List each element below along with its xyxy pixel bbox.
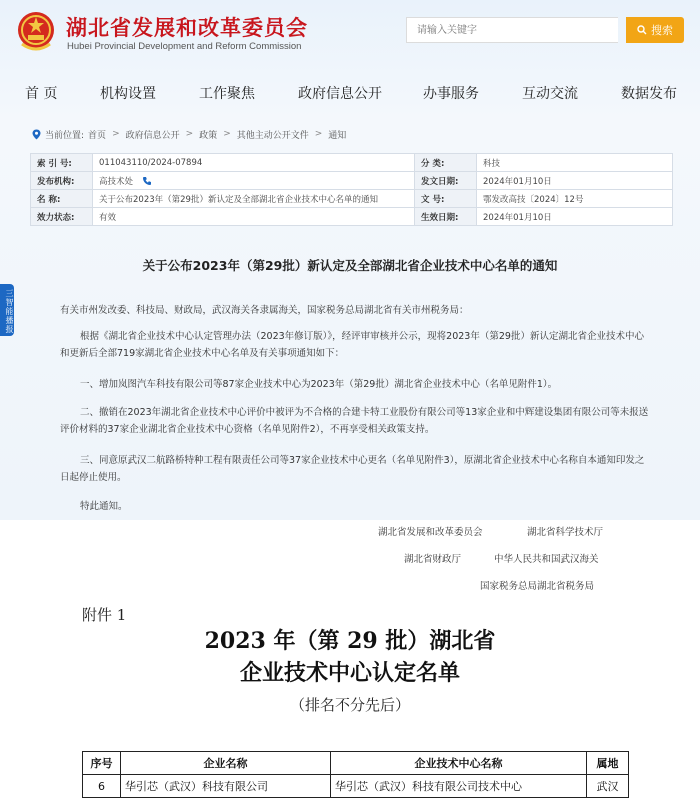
table-row	[31, 208, 673, 226]
breadcrumb-separator: >	[223, 129, 231, 139]
search-button-label: 搜索	[651, 24, 673, 37]
nav-item-data[interactable]: 数据发布	[621, 86, 677, 102]
article-paragraph: 根据《湖北省企业技术中心认定管理办法（2023年修订版）》，经评审审核并公示，现将2023年（第29批）新认定湖北省企业技术中心和更新后全部719家湖北省企业技术中心名单及有关事项通知如下：	[60, 331, 644, 359]
breadcrumb-separator: >	[185, 129, 194, 139]
org-name: 高技术处	[99, 176, 134, 187]
search-icon	[637, 25, 647, 35]
column-header: 序号	[83, 752, 121, 775]
info-value: 有效	[93, 208, 415, 226]
table-cell: 华引芯（武汉）科技有限公司	[121, 775, 331, 798]
table-header-row	[83, 752, 629, 775]
location-pin-icon	[32, 129, 41, 140]
signature-customs: 中华人民共和国武汉海关	[494, 554, 599, 565]
info-key: 名 称:	[31, 190, 93, 208]
info-value: 2024年01月10日	[477, 172, 673, 190]
signature-science-dept: 湖北省科学技术厅	[527, 527, 604, 538]
nav-item-home[interactable]: 首 页	[25, 86, 58, 102]
article-closing: 特此通知。	[80, 501, 128, 512]
site-name[interactable]: 湖北省发展和改革委员会	[66, 15, 308, 40]
site-header	[0, 0, 700, 68]
info-value: 011043110/2024-07894	[93, 154, 415, 172]
breadcrumb-item-notice[interactable]: 通知	[328, 130, 347, 141]
nav-item-work-focus[interactable]: 工作聚焦	[199, 86, 255, 102]
attachment-title: 2023 年（第 29 批）湖北省	[204, 628, 496, 654]
document-info-table	[30, 153, 673, 226]
search-input[interactable]	[406, 17, 618, 43]
attachment-label: 附件 1	[82, 606, 127, 624]
table-row	[83, 775, 629, 798]
breadcrumb-item-other-files[interactable]: 其他主动公开文件	[236, 130, 309, 141]
info-value: 关于公布2023年（第29批）新认定及全部湖北省企业技术中心名单的通知	[93, 190, 415, 208]
info-key: 生效日期:	[415, 208, 477, 226]
breadcrumb-label: 当前位置:	[45, 130, 85, 141]
table-row	[31, 172, 673, 190]
phone-icon[interactable]	[142, 176, 152, 186]
column-header: 企业技术中心名称	[331, 752, 587, 775]
info-key: 效力状态:	[31, 208, 93, 226]
table-cell: 华引芯（武汉）科技有限公司技术中心	[331, 775, 587, 798]
info-key: 文 号:	[415, 190, 477, 208]
breadcrumb	[32, 125, 672, 143]
smart-broadcast-tab[interactable]: 三智能播报	[0, 284, 14, 336]
signature-finance-dept: 湖北省财政厅	[404, 554, 462, 565]
nav-item-gov-info[interactable]: 政府信息公开	[298, 86, 382, 102]
signature-tax-bureau: 国家税务总局湖北省税务局	[480, 581, 595, 592]
nav-item-organization[interactable]: 机构设置	[100, 86, 156, 102]
article-title: 关于公布2023年（第29批）新认定及全部湖北省企业技术中心名单的通知	[142, 258, 558, 273]
info-value-org	[93, 172, 415, 190]
national-emblem-icon	[16, 10, 56, 54]
article-paragraph: 二、撤销在2023年湖北省企业技术中心评价中被评为不合格的合建卡特工业股份有限公司等13家企业和中辉建设集团有限公司等未报送评价材料的37家企业湖北省企业技术中心资格（名单见附件2），不再享受相关政策支持。	[60, 407, 649, 435]
article-paragraph: 三、同意原武汉二航路桥特种工程有限责任公司等37家企业技术中心更名（名单见附件3），原湖北省企业技术中心名称自本通知印发之日起停止使用。	[60, 455, 645, 483]
attachment-subtitle: （排名不分先后）	[289, 696, 410, 714]
info-value: 鄂发改高技〔2024〕12号	[477, 190, 673, 208]
column-header: 企业名称	[121, 752, 331, 775]
breadcrumb-item-policy[interactable]: 政策	[199, 130, 218, 141]
attachment-title: 企业技术中心认定名单	[239, 660, 460, 686]
info-key: 索 引 号:	[31, 154, 93, 172]
info-key: 发文日期:	[415, 172, 477, 190]
breadcrumb-separator: >	[314, 129, 323, 139]
info-value: 科技	[477, 154, 673, 172]
article-paragraph: 一、增加岚图汽车科技有限公司等87家企业技术中心为2023年（第29批）湖北省企业技术中心（名单见附件1）。	[80, 379, 558, 390]
info-key: 分 类:	[415, 154, 477, 172]
table-cell: 武汉	[587, 775, 629, 798]
breadcrumb-item-gov-info[interactable]: 政府信息公开	[125, 130, 180, 141]
signature-ndrc: 湖北省发展和改革委员会	[378, 527, 483, 538]
breadcrumb-item-home[interactable]: 首页	[88, 130, 107, 141]
breadcrumb-separator: >	[112, 129, 120, 139]
site-name-english: Hubei Provincial Development and Reform Commission	[67, 41, 302, 52]
table-row	[31, 190, 673, 208]
search-bar	[406, 17, 685, 45]
table-row	[31, 154, 673, 172]
column-header: 属地	[587, 752, 629, 775]
table-cell: 6	[83, 775, 121, 798]
search-button[interactable]	[626, 17, 684, 43]
main-nav	[0, 76, 700, 108]
info-value: 2024年01月10日	[477, 208, 673, 226]
nav-item-services[interactable]: 办事服务	[423, 86, 479, 102]
article-addressee: 有关市州发改委、科技局、财政局，武汉海关各隶属海关，国家税务总局湖北省有关市州税务局：	[60, 305, 469, 316]
enterprise-list-table	[82, 751, 629, 798]
info-key: 发布机构:	[31, 172, 93, 190]
nav-item-interaction[interactable]: 互动交流	[522, 86, 578, 102]
